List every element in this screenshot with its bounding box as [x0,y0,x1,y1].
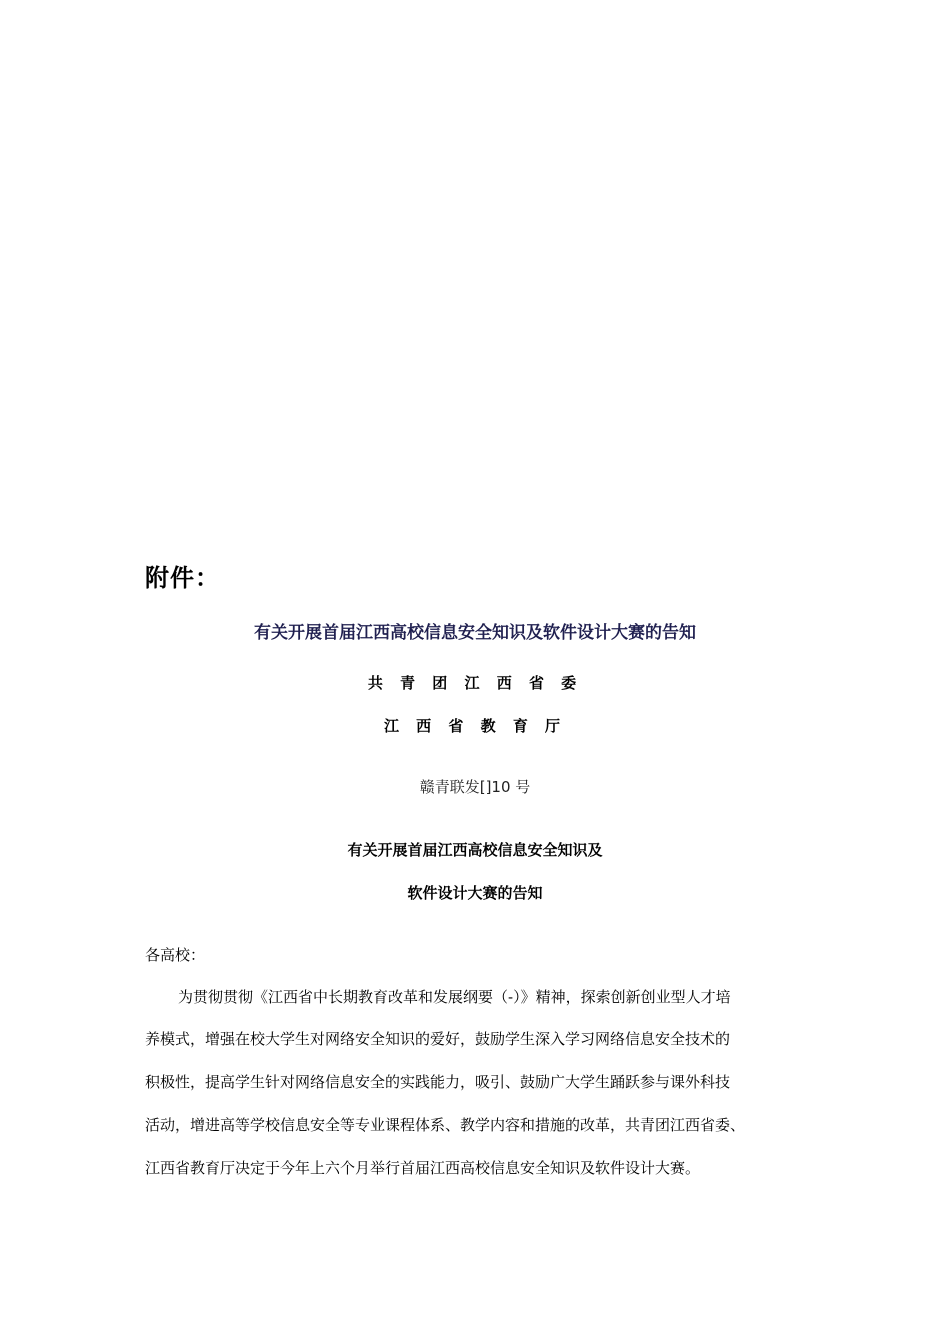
sub-title-line-1: 有关开展首届江西高校信息安全知识及 [347,841,603,859]
attachment-label: 附件： [145,564,220,592]
body-line-5: 江西省教育厅决定于今年上六个月举行首届江西高校信息安全知识及软件设计大赛。 [145,1159,701,1177]
issuer-education-dept: 江 西 省 教 育 厅 [383,717,567,735]
main-title: 有关开展首届江西高校信息安全知识及软件设计大赛的告知 [254,623,696,643]
body-line-1: 为贯彻贯彻《江西省中长期教育改革和发展纲要（-）》精神，探索创新创业型人才培 [178,988,731,1006]
issuer-youth-league: 共 青 团 江 西 省 委 [367,674,583,692]
sub-title-line-2: 软件设计大赛的告知 [407,884,543,902]
document-number: 赣青联发[]10 号 [419,778,531,796]
body-line-3: 积极性，提高学生针对网络信息安全的实践能力，吸引、鼓励广大学生踊跃参与课外科技 [145,1073,731,1091]
body-line-4: 活动，增进高等学校信息安全等专业课程体系、教学内容和措施的改革，共青团江西省委、 [145,1116,746,1134]
salutation: 各高校： [145,946,206,964]
body-line-2: 养模式，增强在校大学生对网络安全知识的爱好，鼓励学生深入学习网络信息安全技术的 [145,1030,731,1048]
